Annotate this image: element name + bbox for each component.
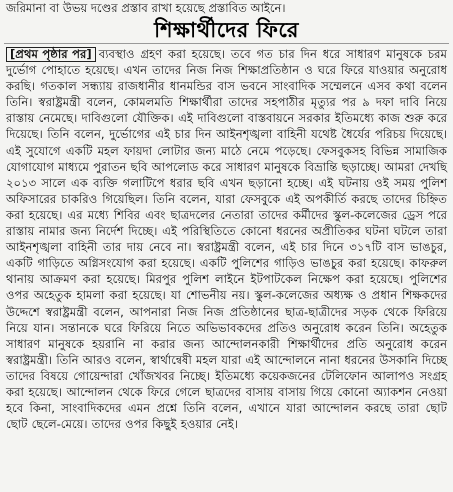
article-headline: শিক্ষার্থীদের ফিরে [154, 17, 299, 42]
article-body [4, 46, 449, 432]
article-text: ব্যবস্থাও গ্রহণ করা হয়েছে। তবে গত চার দিন ধরে সাধারণ মানুষকে চরম দুর্ভোগ পোহাতে হয়েছে। এখন তাদের নিজ নিজ শিক্ষাপ্রতিষ্ঠান ও ঘরে ফিরে যাওয়ার অনুরোধ করছি। গতকাল সন্ধ্যায় রাজধানীর ধানমন্ডির বাস ভবনে সাংবাদিক সম্মেলনে এসব কথা বলেন তিনি। স্বরাষ্ট্রমন্ত্রী বলেন, কোমলমতি শিক্ষার্থীরা তাদের সহপাঠীর মৃত্যুর পর ৯ দফা দাবি নিয়ে রাস্তায় নেমেছে। দাবিগুলো যৌক্তিক। এই দাবিগুলো বাস্তবায়নে সরকার ইতিমধ্যে কাজ শুরু করে দিয়েছে। তিনি বলেন, দুর্ভোগের এই চার দিন আইনশৃঙ্খলা বাহিনী যথেষ্ট ধৈর্যের পরিচয় দিয়েছে। এই সুযোগে একটি মহল ফায়দা লোটার জন্য মাঠে নেমে পড়েছে। ফেসবুকসহ বিভিন্ন সামাজিক যোগাযোগ মাধ্যমে পুরাতন ছবি আপলোড করে সাধারণ মানুষকে বিভ্রান্তি ছড়াচ্ছে। আমরা দেখছি ২০১৩ সালে এক ব্যক্তি গলাটিপে ধরার ছবি এখন ছড়ানো হচ্ছে। এই ঘটনায় ওই সময় পুলিশ অফিসারের চাকরিও গিয়েছিল। তিনি বলেন, যারা ফেসবুকে এই অপকীর্তি করছে তাদের চিহ্নিত করা হয়েছে। এর মধ্যে শিবির এবং ছাত্রদলের নেতারা তাদের কর্মীদের স্কুল-কলেজের ড্রেস পরে রাস্তায় নামার জন্য নির্দেশ দিচ্ছে। এই পরিস্থিতিতে কোনো ধরনের অপ্রীতিকর ঘটনা ঘটলে তারা আইনশৃঙ্খলা বাহিনী তার দায় নেবে না। স্বরাষ্ট্রমন্ত্রী বলেন, এই চার দিনে ৩১৭টি বাস ভাঙচুর, একটি গাড়িতে অগ্নিসংযোগ করা হয়েছে। একটি পুলিশের গাড়িও ভাঙচুর করা হয়েছে। কাফরুল থানায় আক্রমণ করা হয়েছে। মিরপুর পুলিশ লাইনে ইটপাটকেল নিক্ষেপ করা হয়েছে। পুলিশের ওপর অহেতুক হামলা করা হয়েছে। যা শোভনীয় নয়। স্কুল-কলেজের অধ্যক্ষ ও প্রধান শিক্ষকদের উদ্দেশে স্বরাষ্ট্রমন্ত্রী বলেন, আপনারা নিজ নিজ প্রতিষ্ঠানের ছাত্র-ছাত্রীদের সড়ক থেকে ফিরিয়ে নিয়ে যান। সন্তানকে ঘরে ফিরিয়ে নিতে অভিভাবকদের প্রতিও অনুরোধ করেন তিনি। অহেতুক সাধারণ মানুষকে হয়রানি না করার জন্য আন্দোলনকারী শিক্ষার্থীদের প্রতি অনুরোধ করেন স্বরাষ্ট্রমন্ত্রী। তিনি আরও বলেন, স্বার্থান্বেষী মহল যারা এই আন্দোলনে নানা ধরনের উসকানি দিচ্ছে তাদের বিষয়ে গোয়েন্দারা খোঁজখবর নিচ্ছে। ইতিমধ্যে কয়েকজনের টেলিফোন আলাপও সংগ্রহ করা হয়েছে। আন্দোলন থেকে ফিরে গেলে ছাত্রদের বাসায় বাসায় গিয়ে কোনো অ্যাকশন নেওয়া হবে কিনা, সাংবাদিকদের এমন প্রশ্নে তিনি বলেন, এখানে যারা আন্দোলন করছে তারা ছোট ছোট ছেলে-মেয়ে। তাদের ওপর কিছুই হওয়ার নেই। [6, 47, 447, 432]
continuation-kicker: [প্রথম পৃষ্ঠার পর] [6, 47, 96, 62]
previous-article-line: জরিমানা বা উভয় দণ্ডের প্রস্তাব রাখা হয়েছে প্রস্তাবিত আইনে। [6, 1, 286, 15]
headline-bar [4, 17, 449, 44]
